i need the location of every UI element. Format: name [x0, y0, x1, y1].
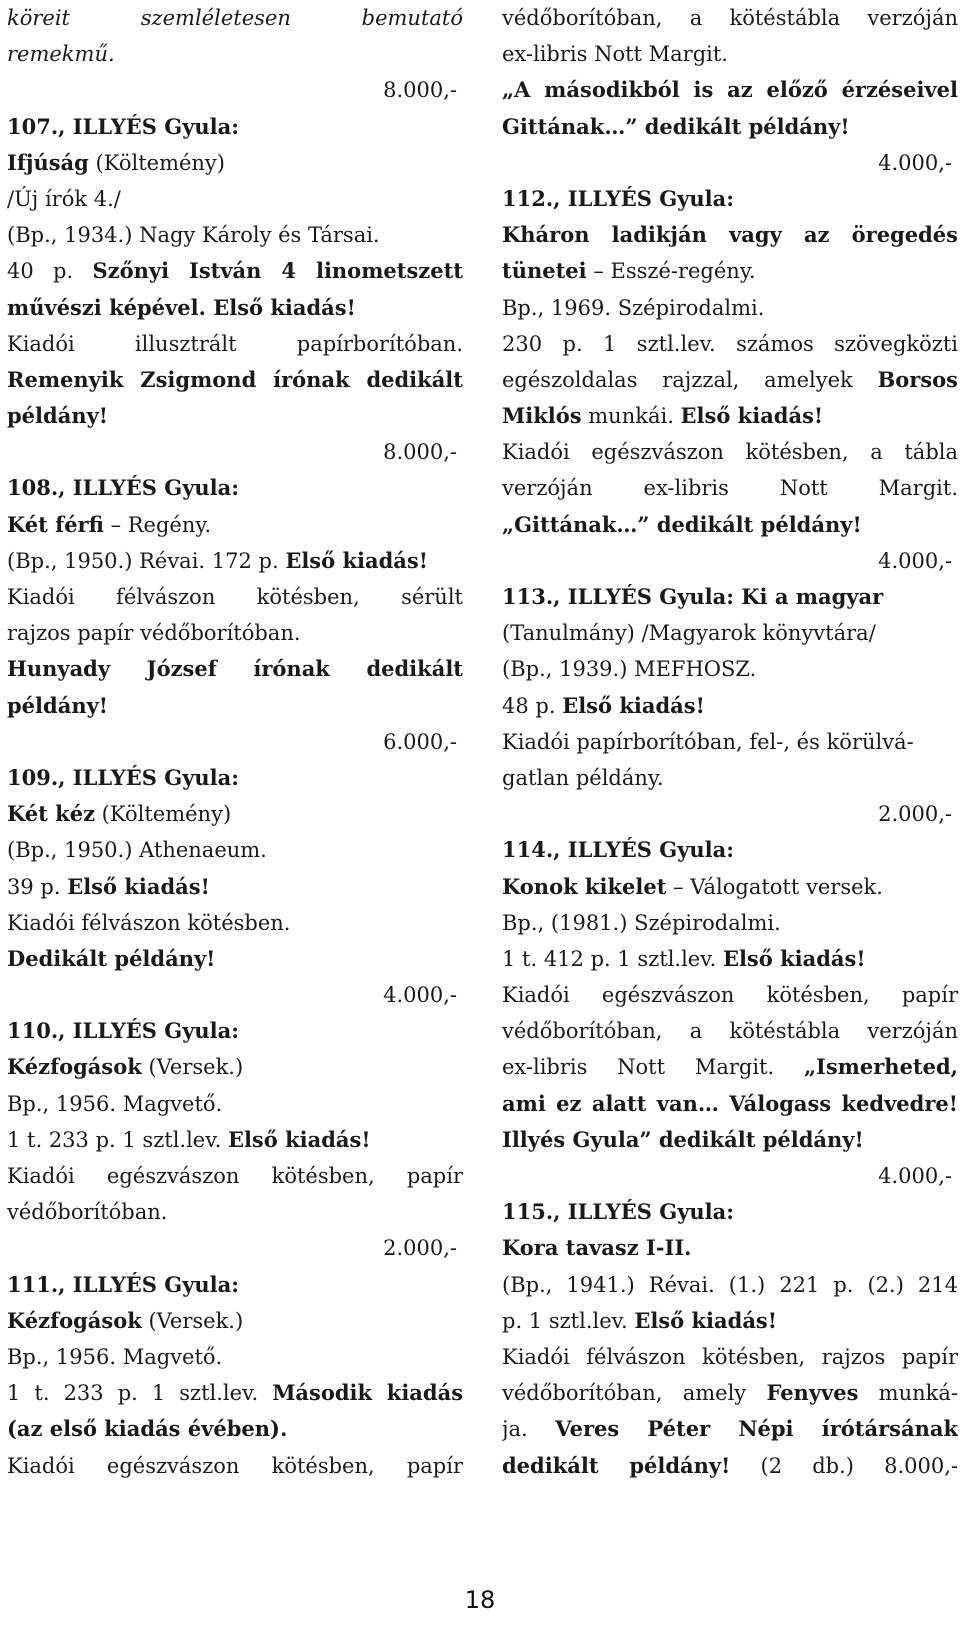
bold-text-segment: Miklós [502, 403, 582, 429]
text-segment: 48 p. [502, 693, 563, 718]
text-line [502, 434, 958, 470]
text-line [502, 977, 958, 1013]
page-number: 18 [464, 1586, 496, 1614]
text-segment: Kiadói egészvászon kötésben, papír [7, 1453, 463, 1478]
text-line [502, 651, 958, 687]
text-segment: Kiadói egészvászon kötésben, papír [7, 1164, 463, 1188]
text-line [502, 1230, 958, 1266]
text-segment: 4.000,- [383, 983, 457, 1008]
text-segment: (Bp., 1934.) Nagy Károly és Társai. [7, 223, 380, 248]
text-line [502, 543, 958, 579]
text-segment: (Bp., 1941.) Révai. (1.) 221 p. (2.) 214 [502, 1272, 958, 1297]
bold-text-segment: Első kiadás! [285, 547, 428, 573]
text-line [7, 688, 463, 724]
text-line [502, 470, 958, 506]
text-line [502, 145, 958, 181]
text-segment: 8.000,- [383, 440, 457, 465]
bold-text-segment: Kora tavasz I-II. [502, 1235, 692, 1261]
text-segment: rajzos papír védőborítóban. [7, 621, 301, 646]
text-line [7, 36, 463, 72]
text-line [7, 434, 463, 470]
bold-text-segment: példány! [7, 403, 109, 429]
text-segment: 1 t. 233 p. 1 sztl.lev. [7, 1381, 273, 1406]
bold-text-segment: Első kiadás! [722, 945, 866, 971]
text-line [502, 1122, 958, 1158]
text-segment: 8.000,- [383, 78, 457, 103]
bold-text-segment: 112., ILLYÉS Gyula: [502, 185, 734, 211]
text-line [7, 507, 463, 543]
bold-text-segment: (az első kiadás évében). [7, 1416, 288, 1442]
text-line [7, 1267, 463, 1303]
text-segment: 1 t. 412 p. 1 sztl.lev. [502, 946, 723, 971]
text-segment: 1 t. 233 p. 1 sztl.lev. [7, 1127, 228, 1152]
bold-text-segment: Első kiadás! [67, 873, 210, 899]
bold-text-segment: Kézfogások [7, 1307, 142, 1333]
bold-text-segment: Első kiadás! [227, 1126, 371, 1152]
right-column [502, 0, 958, 1484]
text-line [502, 869, 958, 905]
text-segment: védőborítóban, amely [502, 1381, 767, 1406]
text-segment: munká- [858, 1381, 958, 1406]
text-segment: 6.000,- [383, 729, 457, 754]
text-line [7, 905, 463, 941]
text-line [7, 109, 463, 145]
text-line [502, 905, 958, 941]
text-segment: Kiadói egészvászon kötésben, a tábla [502, 440, 958, 465]
text-segment: (Versek.) [141, 1055, 244, 1080]
text-line [502, 724, 958, 760]
bold-text-segment: Első kiadás! [634, 1307, 777, 1333]
text-line [7, 1122, 463, 1158]
text-segment: védőborítóban, a kötéstábla verzóján [502, 6, 958, 30]
text-segment: remekmű. [7, 42, 115, 67]
text-segment: köreit szemléletesen bemutató [7, 6, 463, 30]
text-segment: 39 p. [7, 874, 68, 899]
text-line [7, 1013, 463, 1049]
bold-text-segment: Veres Péter Népi írótársának [555, 1416, 958, 1442]
bold-text-segment: Kháron ladikján vagy az öregedés [502, 222, 958, 248]
bold-text-segment: 107., ILLYÉS Gyula: [7, 113, 239, 139]
text-segment: (Bp., 1939.) MEFHOSZ. [502, 657, 757, 682]
text-segment: gatlan példány. [502, 765, 664, 790]
bold-text-segment: Borsos [877, 366, 958, 392]
text-line [7, 398, 463, 434]
text-line [502, 398, 958, 434]
text-segment: Bp., 1956. Magvető. [7, 1344, 223, 1369]
bold-text-segment: 114., ILLYÉS Gyula: [502, 837, 734, 863]
text-segment: védőborítóban. [7, 1200, 168, 1225]
text-segment: Kiadói egészvászon kötésben, papír [502, 983, 958, 1008]
text-segment: ex-libris Nott Margit. [502, 42, 728, 67]
text-line [502, 1411, 958, 1447]
text-line [7, 1448, 463, 1484]
text-segment: – Válogatott versek. [666, 874, 883, 899]
text-segment: Kiadói félvászon kötésben, rajzos papír [502, 1344, 958, 1369]
bold-text-segment: Két kéz [7, 801, 95, 827]
text-line [7, 145, 463, 181]
text-line [7, 1230, 463, 1266]
text-line [502, 326, 958, 362]
text-segment: – Esszé-regény. [586, 259, 756, 284]
bold-text-segment: „A másodikból is az előző érzéseivel [502, 77, 958, 103]
text-segment: (2 db.) 8.000,- [730, 1453, 958, 1478]
text-line [502, 109, 958, 145]
text-line [7, 1303, 463, 1339]
text-line [7, 760, 463, 796]
text-segment: p. 1 sztl.lev. [502, 1308, 635, 1333]
text-line [7, 1375, 463, 1411]
text-line [502, 362, 958, 398]
text-line [7, 651, 463, 687]
text-segment: 40 p. [7, 259, 93, 284]
bold-text-segment: 108., ILLYÉS Gyula: [7, 475, 239, 501]
text-line [502, 36, 958, 72]
text-line [7, 470, 463, 506]
bold-text-segment: „Gittának…” dedikált példány! [502, 511, 862, 537]
bold-text-segment: Konok kikelet [502, 873, 667, 899]
bold-text-segment: 111., ILLYÉS Gyula: [7, 1271, 239, 1297]
text-segment: 230 p. 1 sztl.lev. számos szövegközti [502, 331, 958, 356]
text-segment: 2.000,- [383, 1236, 457, 1261]
left-column [7, 0, 463, 1484]
text-segment: Kiadói papírborítóban, fel-, és körülvá- [502, 729, 914, 754]
bold-text-segment: művészi képével. Első kiadás! [7, 294, 356, 320]
text-line [7, 1411, 463, 1447]
text-segment: (Versek.) [141, 1308, 244, 1333]
text-line [502, 760, 958, 796]
text-line [502, 579, 958, 615]
text-line [502, 507, 958, 543]
text-segment: verzóján ex-libris Nott Margit. [502, 476, 958, 501]
text-segment: Kiadói félvászon kötésben, sérült [7, 585, 463, 609]
text-line [502, 181, 958, 217]
text-segment: Bp., 1956. Magvető. [7, 1091, 223, 1116]
text-line [7, 941, 463, 977]
bold-text-segment: „Ismerheted, [803, 1054, 958, 1080]
text-segment: Bp., 1969. Szépirodalmi. [502, 295, 765, 320]
text-segment: (Tanulmány) /Magyarok könyvtára/ [502, 621, 876, 646]
text-line [502, 1013, 958, 1049]
bold-text-segment: Kézfogások [7, 1054, 142, 1080]
text-line [7, 290, 463, 326]
text-line [502, 1086, 958, 1122]
text-line [502, 615, 958, 651]
bold-text-segment: ami ez alatt van… Válogass kedvedre! [502, 1090, 958, 1116]
text-line [502, 217, 958, 253]
text-segment: (Költemény) [95, 802, 232, 827]
text-line [7, 181, 463, 217]
text-line [7, 253, 463, 289]
bold-text-segment: 109., ILLYÉS Gyula: [7, 764, 239, 790]
bold-text-segment: Illyés Gyula” dedikált példány! [502, 1126, 864, 1152]
bold-text-segment: Gittának…” dedikált példány! [502, 113, 850, 139]
text-segment: Kiadói illusztrált papírborítóban. [7, 331, 463, 356]
text-segment: egészoldalas rajzzal, amelyek [502, 367, 878, 392]
text-segment: /Új írók 4./ [7, 186, 121, 211]
text-line [502, 290, 958, 326]
text-line [7, 1158, 463, 1194]
text-line [7, 832, 463, 868]
text-line [502, 1448, 958, 1484]
bold-text-segment: tünetei [502, 258, 587, 284]
text-line [502, 941, 958, 977]
bold-text-segment: Hunyady József írónak dedikált [7, 656, 463, 682]
bold-text-segment: példány! [7, 692, 109, 718]
text-line [502, 1267, 958, 1303]
text-line [7, 217, 463, 253]
text-segment: Bp., (1981.) Szépirodalmi. [502, 910, 781, 935]
text-line [502, 0, 958, 36]
bold-text-segment: Második kiadás [272, 1380, 463, 1406]
text-line [7, 724, 463, 760]
text-line [502, 796, 958, 832]
text-segment: (Bp., 1950.) Athenaeum. [7, 838, 267, 863]
text-segment: – Regény. [103, 512, 212, 537]
bold-text-segment: Remenyik Zsigmond írónak dedikált [7, 366, 463, 392]
text-line [502, 1375, 958, 1411]
text-line [7, 1194, 463, 1230]
text-line [502, 1194, 958, 1230]
bold-text-segment: Első kiadás! [680, 403, 824, 429]
text-line [7, 1339, 463, 1375]
text-line [502, 1049, 958, 1085]
text-segment: 4.000,- [878, 1164, 952, 1188]
text-line [502, 72, 958, 108]
text-line [502, 688, 958, 724]
text-line [502, 1303, 958, 1339]
text-segment: munkái. [581, 404, 681, 429]
bold-text-segment: 113., ILLYÉS Gyula: Ki a magyar [502, 584, 884, 609]
text-segment: védőborítóban, a kötéstábla verzóján [502, 1019, 958, 1044]
bold-text-segment: Szőnyi István 4 linometszett [92, 258, 463, 284]
text-segment: ja. [502, 1417, 556, 1442]
text-line [502, 832, 958, 868]
text-segment: 4.000,- [878, 548, 952, 573]
text-line [7, 869, 463, 905]
text-line [7, 362, 463, 398]
text-segment: Kiadói félvászon kötésben. [7, 910, 291, 935]
text-line [7, 0, 463, 36]
text-line [7, 1049, 463, 1085]
text-line [7, 72, 463, 108]
text-segment: (Költemény) [88, 150, 225, 175]
bold-text-segment: 115., ILLYÉS Gyula: [502, 1199, 734, 1225]
text-line [502, 1158, 958, 1194]
bold-text-segment: Két férfi [7, 511, 104, 537]
text-segment: 4.000,- [878, 150, 952, 175]
bold-text-segment: Első kiadás! [562, 692, 705, 718]
text-segment: ex-libris Nott Margit. [502, 1055, 804, 1080]
text-line [7, 326, 463, 362]
bold-text-segment: dedikált példány! [502, 1452, 731, 1478]
text-line [7, 977, 463, 1013]
text-line [7, 615, 463, 651]
text-line [7, 579, 463, 615]
text-line [7, 1086, 463, 1122]
bold-text-segment: Ifjúság [7, 149, 89, 175]
bold-text-segment: 110., ILLYÉS Gyula: [7, 1018, 239, 1044]
text-line [7, 796, 463, 832]
text-segment: 2.000,- [878, 802, 952, 827]
text-segment: (Bp., 1950.) Révai. 172 p. [7, 548, 286, 573]
text-line [7, 543, 463, 579]
text-line [502, 1339, 958, 1375]
text-line [502, 253, 958, 289]
bold-text-segment: Fenyves [766, 1380, 859, 1406]
bold-text-segment: Dedikált példány! [7, 945, 216, 971]
